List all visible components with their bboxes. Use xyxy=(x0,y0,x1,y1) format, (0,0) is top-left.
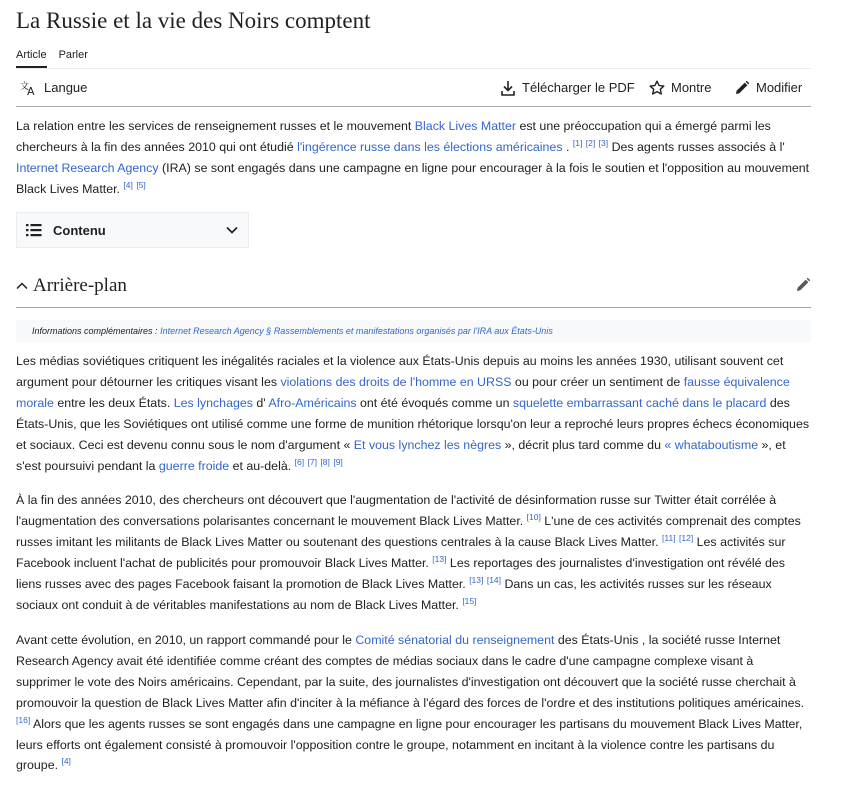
citation[interactable]: [8] xyxy=(320,456,330,467)
text: Des agents russes associés à l' xyxy=(608,139,785,154)
text: Les médias soviétiques critiquent les inégalités raciales et la violence aux États-Unis depuis au moins les années 1930, utilisant souvent cet argument pour détourner les critiques visant les xyxy=(16,354,784,389)
citation[interactable]: [16] xyxy=(16,714,31,725)
section-title: Arrière-plan xyxy=(33,275,127,296)
text: (IRA) se sont engagés dans une campagne en ligne pour encourager à la fois le soutien et l'opposition au mouvement Black Lives Matter. xyxy=(16,160,810,196)
citation[interactable]: [13] xyxy=(469,574,484,585)
namespace-tabs xyxy=(16,49,100,68)
text: d' xyxy=(252,395,269,410)
text: des États-Unis , la société russe Internet Research Agency avait été identifiée comme créant des comptes de médias sociaux dans le cadre d'une campagne complexe visant à supprimer le vote des Noirs américains. Cependant, par la suite, des journalistes d'investigation ont découvert que la société russe cherchait à promouvoir la question de Black Lives Matter afin d'inciter à la méfiance à l'égard des forces de l'ordre et des institutions politiques américaines. xyxy=(16,633,805,710)
divider xyxy=(16,68,811,69)
citation[interactable]: [10] xyxy=(526,511,541,522)
link-senate-intelligence-committee[interactable]: Comité sénatorial du renseignement xyxy=(355,633,555,647)
language-label: Langue xyxy=(44,80,88,95)
text: À la fin des années 2010, des chercheurs ont découvert que l'augmentation de l'activité de désinformation russe sur Twitter était corrélée à l'augmentation des conversations polarisantes concernant le mouvement Black Lives Matter. xyxy=(16,493,777,528)
link-and-you-are-lynching[interactable]: Et vous lynchez les nègres xyxy=(353,437,502,452)
text: Alors que les agents russes se sont engagés dans une campagne en ligne pour encourager les partisans du mouvement Black Lives Matter, leurs efforts ont également consisté à promouvoir l'opposition contre le groupe, notamment en incitant à la violence contre les partisans du groupe. xyxy=(16,716,803,773)
text: Avant cette évolution, en 2010, un rapport commandé pour le xyxy=(16,633,356,647)
link-ussr-human-rights[interactable]: violations des droits de l'homme en URSS xyxy=(280,374,512,389)
citation[interactable]: [15] xyxy=(462,595,477,606)
table-of-contents-toggle[interactable] xyxy=(16,212,249,248)
text: ou pour créer un sentiment de xyxy=(511,374,684,389)
pencil-icon xyxy=(734,80,750,96)
citation[interactable]: [2] xyxy=(585,137,596,148)
watch-label: Montre xyxy=(671,80,712,95)
page-title: La Russie et la vie des Noirs comptent xyxy=(16,8,371,33)
toc-label: Contenu xyxy=(53,222,106,238)
text: La relation entre les services de renseignement russes et le mouvement xyxy=(16,119,415,133)
hatnote xyxy=(16,320,811,342)
download-pdf-button[interactable] xyxy=(500,78,635,98)
link-skeleton-in-closet[interactable]: squelette embarrassant caché dans le placard xyxy=(512,395,767,410)
citation[interactable]: [7] xyxy=(307,456,317,467)
translate-icon xyxy=(20,80,38,96)
svg-text:文: 文 xyxy=(20,82,30,92)
link-russian-interference[interactable]: l'ingérence russe dans les élections américaines xyxy=(297,139,563,154)
section-heading xyxy=(16,274,811,298)
link-black-lives-matter[interactable]: Black Lives Matter xyxy=(414,119,517,133)
svg-text:A: A xyxy=(27,85,35,96)
text: ont été évoqués comme un xyxy=(356,395,513,410)
citation[interactable]: [6] xyxy=(294,456,305,467)
link-whataboutism[interactable]: « whataboutisme xyxy=(664,437,759,452)
citation[interactable]: [5] xyxy=(136,179,146,190)
text: est une préoccupation qui a émergé parmi les chercheurs à la fin des années 2010 qui ont étudié xyxy=(16,119,771,154)
tab-article[interactable]: Article xyxy=(16,49,47,68)
divider xyxy=(16,307,811,308)
divider xyxy=(16,106,811,107)
hatnote-link-ira[interactable]: Internet Research Agency xyxy=(160,326,264,336)
citation[interactable]: [1] xyxy=(572,137,583,148)
citation[interactable]: [3] xyxy=(598,137,609,148)
link-lynching[interactable]: Les lynchages xyxy=(173,395,253,410)
edit-button[interactable] xyxy=(734,78,802,98)
text: et au-delà. xyxy=(229,458,295,473)
hatnote-link-rallies[interactable]: Rassemblements et manifestations organisés par l'IRA aux États-Unis xyxy=(273,326,553,336)
citation[interactable]: [4] xyxy=(61,756,71,767)
link-internet-research-agency[interactable]: Internet Research Agency xyxy=(16,160,159,175)
text: Les activités sur Facebook incluent l'achat de publicités pour promouvoir Black Lives Matter. xyxy=(16,534,786,570)
text: . xyxy=(562,139,573,154)
hatnote-prefix: Informations complémentaires : xyxy=(32,326,161,336)
hatnote-separator: § xyxy=(263,326,274,336)
citation[interactable]: [13] xyxy=(432,553,447,564)
text: », décrit plus tard comme du xyxy=(501,437,665,452)
text: L'une de ces activités comprenait des comptes russes imitant les militants de Black Lives Matter ou soutenant des questions centrales à la cause Black Lives Matter. xyxy=(16,513,801,549)
edit-label: Modifier xyxy=(756,80,803,95)
list-icon xyxy=(26,223,42,237)
background-paragraph-1 xyxy=(16,351,811,476)
text: Dans un cas, les activités russes sur les réseaux sociaux ont conduit à de véritables manifestations au nom de Black Lives Matter. xyxy=(16,576,772,612)
edit-section-pencil-icon[interactable] xyxy=(795,277,811,293)
text: entre les deux États. xyxy=(53,395,174,410)
chevron-up-icon[interactable] xyxy=(16,281,28,291)
background-paragraph-2 xyxy=(16,490,811,615)
watch-button[interactable] xyxy=(649,78,711,98)
citation[interactable]: [12] xyxy=(679,532,694,543)
citation[interactable]: [4] xyxy=(123,179,133,190)
chevron-down-icon xyxy=(226,225,238,235)
link-cold-war[interactable]: guerre froide xyxy=(158,458,230,473)
language-button[interactable] xyxy=(20,78,87,98)
page-toolbar xyxy=(16,78,811,98)
citation[interactable]: [11] xyxy=(662,532,676,543)
intro-paragraph xyxy=(16,116,811,200)
citation[interactable]: [14] xyxy=(486,574,502,585)
link-african-americans[interactable]: Afro-Américains xyxy=(268,395,357,410)
text: des États-Unis, que les Soviétiques ont utilisé comme une forme de munition rhétorique lorsqu'on leur a reproché leurs propres échecs économiques et sociaux. Ceci est devenu connu sous le nom d'argument « xyxy=(16,395,810,452)
star-icon xyxy=(649,80,665,96)
link-false-equivalence[interactable]: fausse équivalence morale xyxy=(16,374,790,410)
download-icon xyxy=(500,80,516,96)
background-paragraph-3 xyxy=(16,630,811,776)
citation[interactable]: [9] xyxy=(333,456,343,467)
text: Les reportages des journalistes d'investigation ont révélé des liens russes avec des pages Facebook faisant la promotion de Black Lives Matter. xyxy=(16,555,785,591)
download-pdf-label: Télécharger le PDF xyxy=(522,80,635,95)
text: », et s'est poursuivi pendant la xyxy=(16,437,786,473)
tab-talk[interactable]: Parler xyxy=(58,49,88,61)
